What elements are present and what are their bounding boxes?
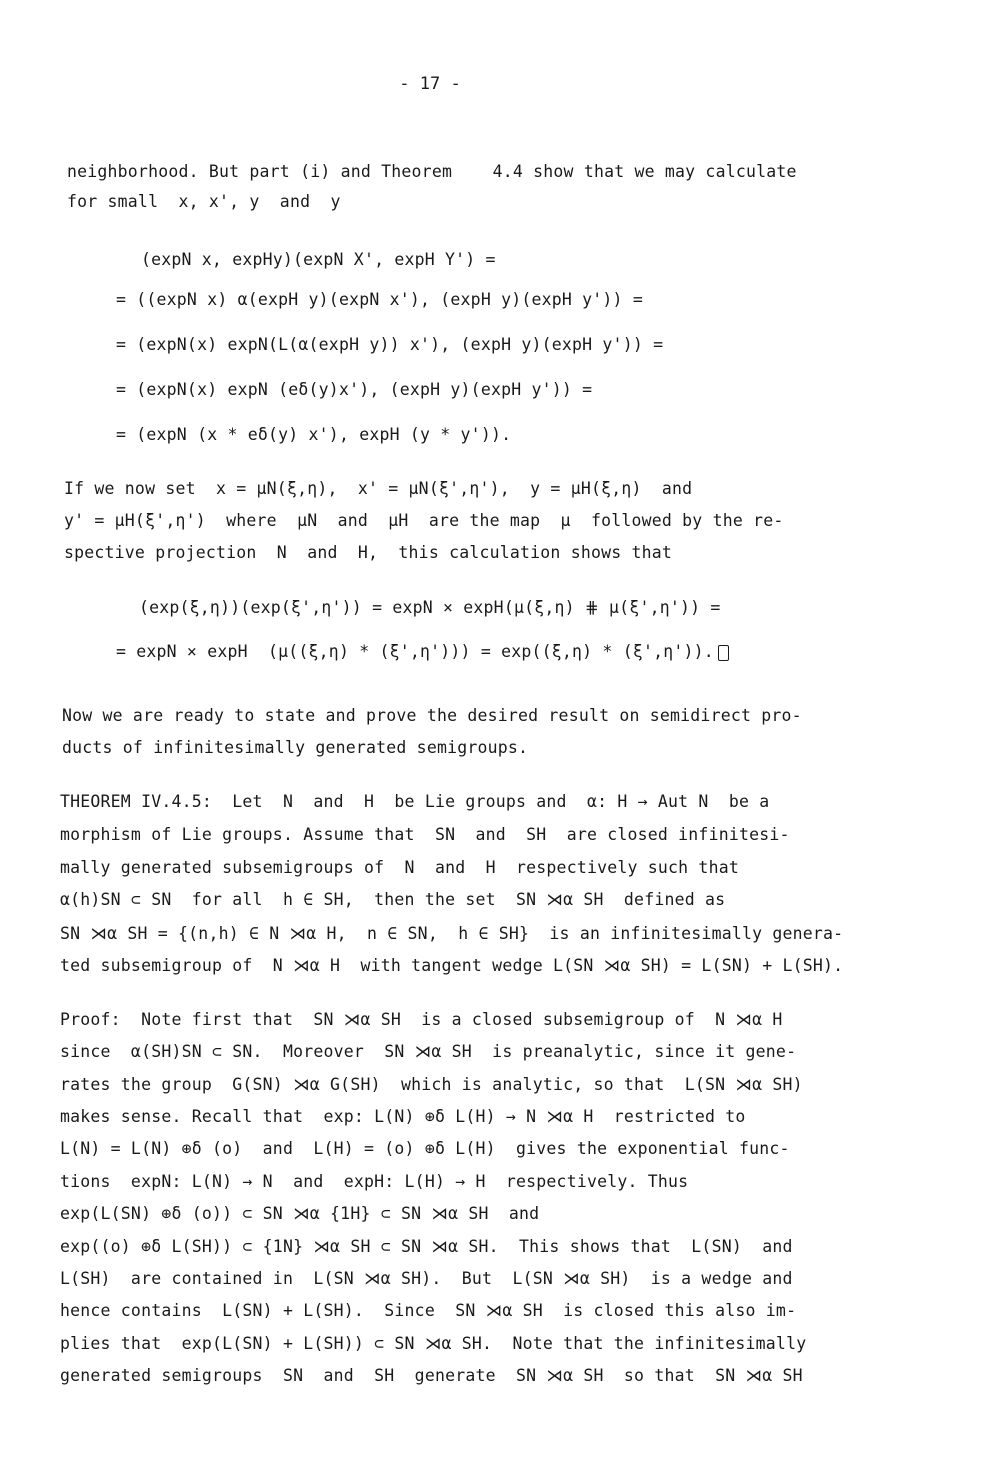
- proof-line: since α(SH)SN ⊂ SN. Moreover SN ⋊α SH is preanalytic, since it gene-: [60, 1042, 797, 1061]
- theorem-line: α(h)SN ⊂ SN for all h ∈ SH, then the set SN ⋊α SH defined as: [60, 890, 726, 909]
- proof-line: tions expN: L(N) → N and expH: L(H) → H respectively. Thus: [60, 1172, 689, 1191]
- proof-line: L(N) = L(N) ⊕δ (o) and L(H) = (o) ⊕δ L(H) gives the exponential func-: [60, 1139, 790, 1158]
- equation-line: = (expN (x * eδ(y) x'), expH (y * y')).: [116, 425, 512, 444]
- equation-line: (expN x, expHy)(expN X', expH Y') =: [141, 250, 496, 269]
- theorem-line: THEOREM IV.4.5: Let N and H be Lie groups and α: H → Aut N be a: [60, 792, 770, 811]
- proof-line: generated semigroups SN and SH generate SN ⋊α SH so that SN ⋊α SH: [60, 1366, 803, 1385]
- text-line: spective projection N and H, this calculation shows that: [64, 543, 673, 562]
- text-line: neighborhood. But part (i) and Theorem 4.4 show that we may calculate: [67, 162, 797, 181]
- proof-line: hence contains L(SN) + L(SH). Since SN ⋊α SH is closed this also im-: [60, 1301, 797, 1320]
- page-number: - 17 -: [399, 74, 461, 94]
- text-line: If we now set x = μN(ξ,η), x' = μN(ξ',η'), y = μH(ξ,η) and: [64, 479, 693, 498]
- theorem-line: ted subsemigroup of N ⋊α H with tangent wedge L(SN ⋊α SH) = L(SN) + L(SH).: [60, 956, 844, 975]
- text-line: ducts of infinitesimally generated semigroups.: [62, 738, 529, 757]
- text-line: for small x, x', y and y: [67, 192, 341, 211]
- proof-line: exp(L(SN) ⊕δ (o)) ⊂ SN ⋊α {1H} ⊂ SN ⋊α SH and: [60, 1204, 540, 1223]
- proof-line: L(SH) are contained in L(SN ⋊α SH). But L(SN ⋊α SH) is a wedge and: [60, 1269, 793, 1288]
- theorem-line: mally generated subsemigroups of N and H respectively such that: [60, 858, 739, 877]
- equation-line: = (expN(x) expN(L(α(expH y)) x'), (expH y)(expH y')) =: [116, 335, 664, 354]
- equation-line: = (expN(x) expN (eδ(y)x'), (expH y)(expH y')) =: [116, 380, 593, 399]
- proof-line: exp((o) ⊕δ L(SH)) ⊂ {1N} ⋊α SH ⊂ SN ⋊α SH. This shows that L(SN) and: [60, 1237, 793, 1256]
- proof-line: rates the group G(SN) ⋊α G(SH) which is analytic, so that L(SN ⋊α SH): [60, 1075, 803, 1094]
- theorem-line: SN ⋊α SH = {(n,h) ∈ N ⋊α H, n ∈ SN, h ∈ SH} is an infinitesimally genera-: [60, 924, 844, 943]
- qed-box: [718, 645, 729, 664]
- proof-line: makes sense. Recall that exp: L(N) ⊕δ L(H) → N ⋊α H restricted to: [60, 1107, 746, 1126]
- equation-line: = expN × expH (μ((ξ,η) * (ξ',η'))) = exp((ξ,η) * (ξ',η')).: [116, 642, 714, 661]
- text-line: Now we are ready to state and prove the desired result on semidirect pro-: [62, 706, 802, 725]
- theorem-line: morphism of Lie groups. Assume that SN and SH are closed infinitesi-: [60, 825, 790, 844]
- proof-line: plies that exp(L(SN) + L(SH)) ⊂ SN ⋊α SH. Note that the infinitesimally: [60, 1334, 807, 1353]
- equation-line: = ((expN x) α(expH y)(expN x'), (expH y)(expH y')) =: [116, 290, 643, 309]
- proof-line: Proof: Note first that SN ⋊α SH is a closed subsemigroup of N ⋊α H: [60, 1010, 783, 1029]
- equation-line: (exp(ξ,η))(exp(ξ',η')) = expN × expH(μ(ξ,η) ⋕ μ(ξ',η')) =: [139, 598, 721, 617]
- text-line: y' = μH(ξ',η') where μN and μH are the map μ followed by the re-: [64, 511, 784, 530]
